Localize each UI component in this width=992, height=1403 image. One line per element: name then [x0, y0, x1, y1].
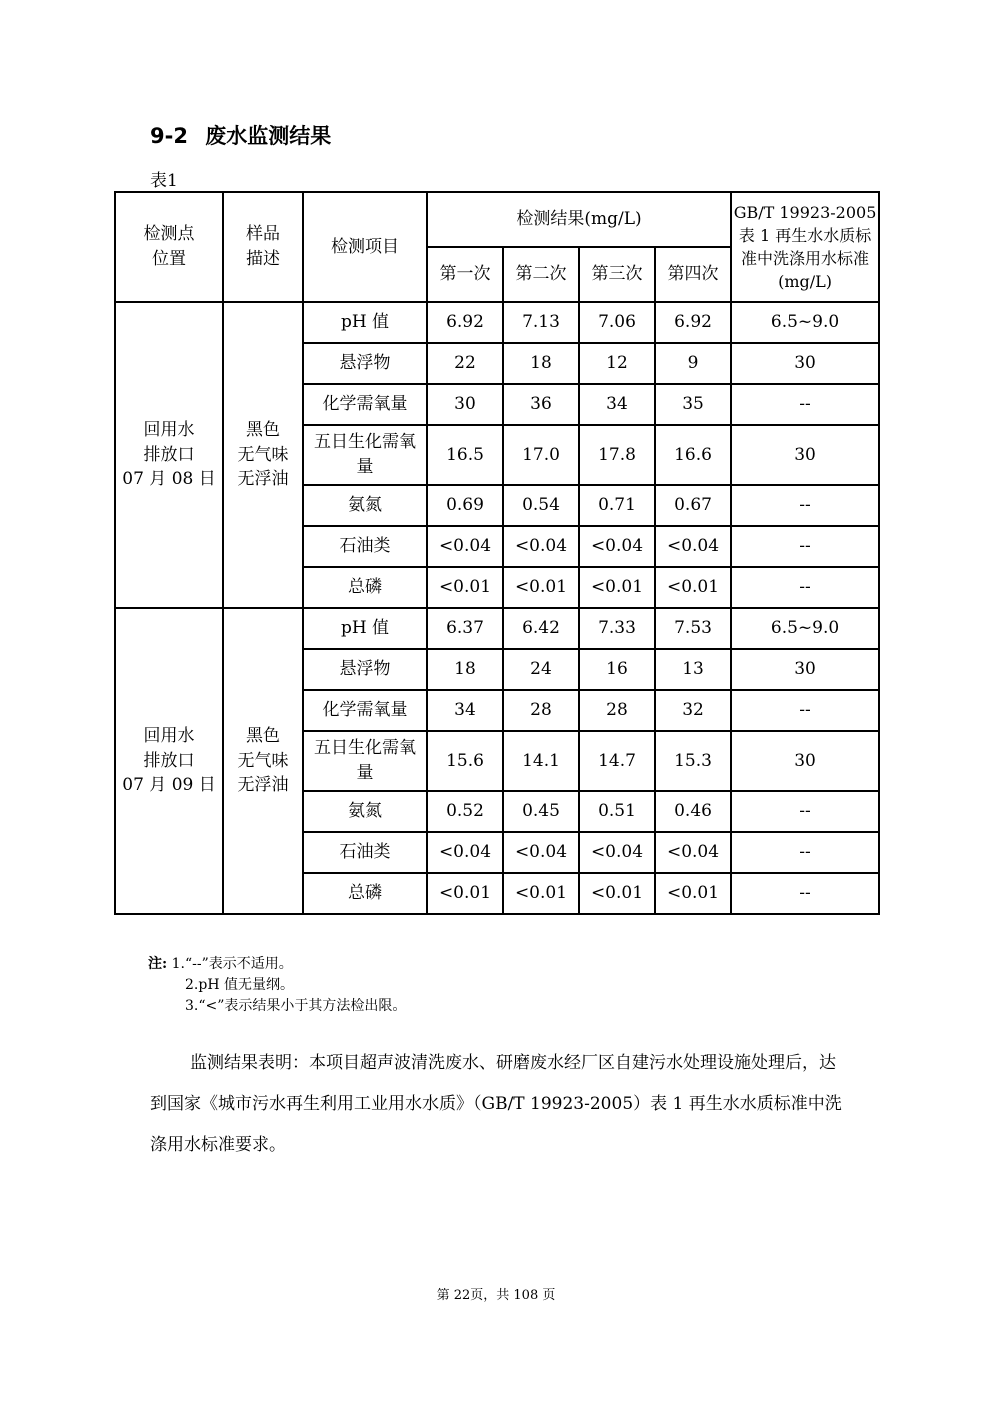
item-cell: 悬浮物 [303, 649, 427, 690]
value-cell: 34 [579, 384, 655, 425]
header-round-1: 第一次 [427, 247, 503, 302]
value-cell: 12 [579, 343, 655, 384]
value-cell: 34 [427, 690, 503, 731]
header-round-3: 第三次 [579, 247, 655, 302]
note-item: 3.“<”表示结果小于其方法检出限。 [185, 998, 407, 1014]
standard-cell: -- [731, 384, 879, 425]
value-cell: 0.51 [579, 791, 655, 832]
value-cell: 16 [579, 649, 655, 690]
item-cell: 化学需氧量 [303, 384, 427, 425]
standard-cell: 6.5~9.0 [731, 608, 879, 649]
page-footer: 第 22页，共 108 页 [436, 1288, 556, 1303]
value-cell: 0.54 [503, 485, 579, 526]
value-cell: 7.06 [579, 302, 655, 343]
value-cell: 16.6 [655, 425, 731, 485]
value-cell: <0.04 [655, 526, 731, 567]
location-cell: 回用水 排放口 07 月 08 日 [115, 302, 223, 608]
value-cell: 6.37 [427, 608, 503, 649]
table-label: 表1 [150, 171, 178, 191]
value-cell: 0.52 [427, 791, 503, 832]
note-item: 2.pH 值无量纲。 [185, 977, 294, 993]
value-cell: 14.1 [503, 731, 579, 791]
value-cell: <0.01 [655, 873, 731, 914]
value-cell: <0.01 [427, 567, 503, 608]
standard-cell: 30 [731, 343, 879, 384]
value-cell: 7.13 [503, 302, 579, 343]
value-cell: 35 [655, 384, 731, 425]
value-cell: 13 [655, 649, 731, 690]
value-cell: 14.7 [579, 731, 655, 791]
value-cell: 18 [427, 649, 503, 690]
note-item: 1.“--”表示不适用。 [171, 956, 293, 972]
standard-cell: 30 [731, 425, 879, 485]
value-cell: 36 [503, 384, 579, 425]
item-cell: 总磷 [303, 873, 427, 914]
header-standard: GB/T 19923-2005表 1 再生水水质标准中洗涤用水标准(mg/L) [731, 192, 879, 302]
value-cell: <0.04 [503, 526, 579, 567]
header-round-4: 第四次 [655, 247, 731, 302]
item-cell: 氨氮 [303, 791, 427, 832]
location-cell: 回用水 排放口 07 月 09 日 [115, 608, 223, 914]
value-cell: 0.71 [579, 485, 655, 526]
standard-cell: -- [731, 567, 879, 608]
section-number: 9-2 [150, 124, 188, 148]
standard-cell: 30 [731, 731, 879, 791]
value-cell: <0.01 [655, 567, 731, 608]
value-cell: 22 [427, 343, 503, 384]
standard-cell: 30 [731, 649, 879, 690]
value-cell: 7.33 [579, 608, 655, 649]
standard-cell: -- [731, 690, 879, 731]
conclusion-paragraph: 监测结果表明：本项目超声波清洗废水、研磨废水经厂区自建污水处理设施处理后，达到国家《城市污水再生利用工业用水水质》（GB/T 19923-2005）表 1 再生水水质标准中洗涤用水标准要求。 [150, 1053, 842, 1155]
item-cell: 总磷 [303, 567, 427, 608]
value-cell: 30 [427, 384, 503, 425]
table-row [115, 608, 879, 649]
value-cell: 9 [655, 343, 731, 384]
item-cell: pH 值 [303, 302, 427, 343]
section-title: 废水监测结果 [205, 124, 332, 148]
value-cell: 0.46 [655, 791, 731, 832]
value-cell: 17.8 [579, 425, 655, 485]
value-cell: 7.53 [655, 608, 731, 649]
value-cell: 0.45 [503, 791, 579, 832]
value-cell: <0.01 [579, 567, 655, 608]
standard-cell: -- [731, 873, 879, 914]
header-results: 检测结果(mg/L) [427, 192, 731, 247]
item-cell: 五日生化需氧量 [303, 731, 427, 791]
value-cell: <0.04 [655, 832, 731, 873]
item-cell: 氨氮 [303, 485, 427, 526]
value-cell: 16.5 [427, 425, 503, 485]
value-cell: 24 [503, 649, 579, 690]
value-cell: <0.01 [579, 873, 655, 914]
value-cell: 28 [579, 690, 655, 731]
value-cell: <0.01 [503, 567, 579, 608]
value-cell: <0.01 [503, 873, 579, 914]
value-cell: <0.04 [427, 832, 503, 873]
value-cell: 6.92 [427, 302, 503, 343]
value-cell: 18 [503, 343, 579, 384]
value-cell: 6.92 [655, 302, 731, 343]
value-cell: <0.04 [579, 526, 655, 567]
monitoring-results-table [114, 191, 880, 915]
standard-cell: -- [731, 485, 879, 526]
value-cell: 15.6 [427, 731, 503, 791]
table-row [115, 302, 879, 343]
header-location: 检测点位置 [115, 192, 223, 302]
value-cell: 0.67 [655, 485, 731, 526]
standard-cell: -- [731, 832, 879, 873]
sample-cell: 黑色 无气味 无浮油 [223, 302, 303, 608]
item-cell: 化学需氧量 [303, 690, 427, 731]
table-notes [148, 954, 406, 1017]
item-cell: 石油类 [303, 832, 427, 873]
header-sample: 样品描述 [223, 192, 303, 302]
value-cell: 32 [655, 690, 731, 731]
standard-cell: -- [731, 791, 879, 832]
value-cell: <0.04 [503, 832, 579, 873]
value-cell: 28 [503, 690, 579, 731]
item-cell: pH 值 [303, 608, 427, 649]
value-cell: <0.04 [579, 832, 655, 873]
value-cell: 6.42 [503, 608, 579, 649]
header-round-2: 第二次 [503, 247, 579, 302]
item-cell: 石油类 [303, 526, 427, 567]
standard-cell: -- [731, 526, 879, 567]
item-cell: 悬浮物 [303, 343, 427, 384]
notes-label: 注: [148, 956, 168, 972]
section-heading [150, 120, 331, 150]
value-cell: 17.0 [503, 425, 579, 485]
item-cell: 五日生化需氧量 [303, 425, 427, 485]
sample-cell: 黑色 无气味 无浮油 [223, 608, 303, 914]
value-cell: <0.04 [427, 526, 503, 567]
standard-cell: 6.5~9.0 [731, 302, 879, 343]
header-item: 检测项目 [303, 192, 427, 302]
value-cell: 0.69 [427, 485, 503, 526]
value-cell: 15.3 [655, 731, 731, 791]
value-cell: <0.01 [427, 873, 503, 914]
